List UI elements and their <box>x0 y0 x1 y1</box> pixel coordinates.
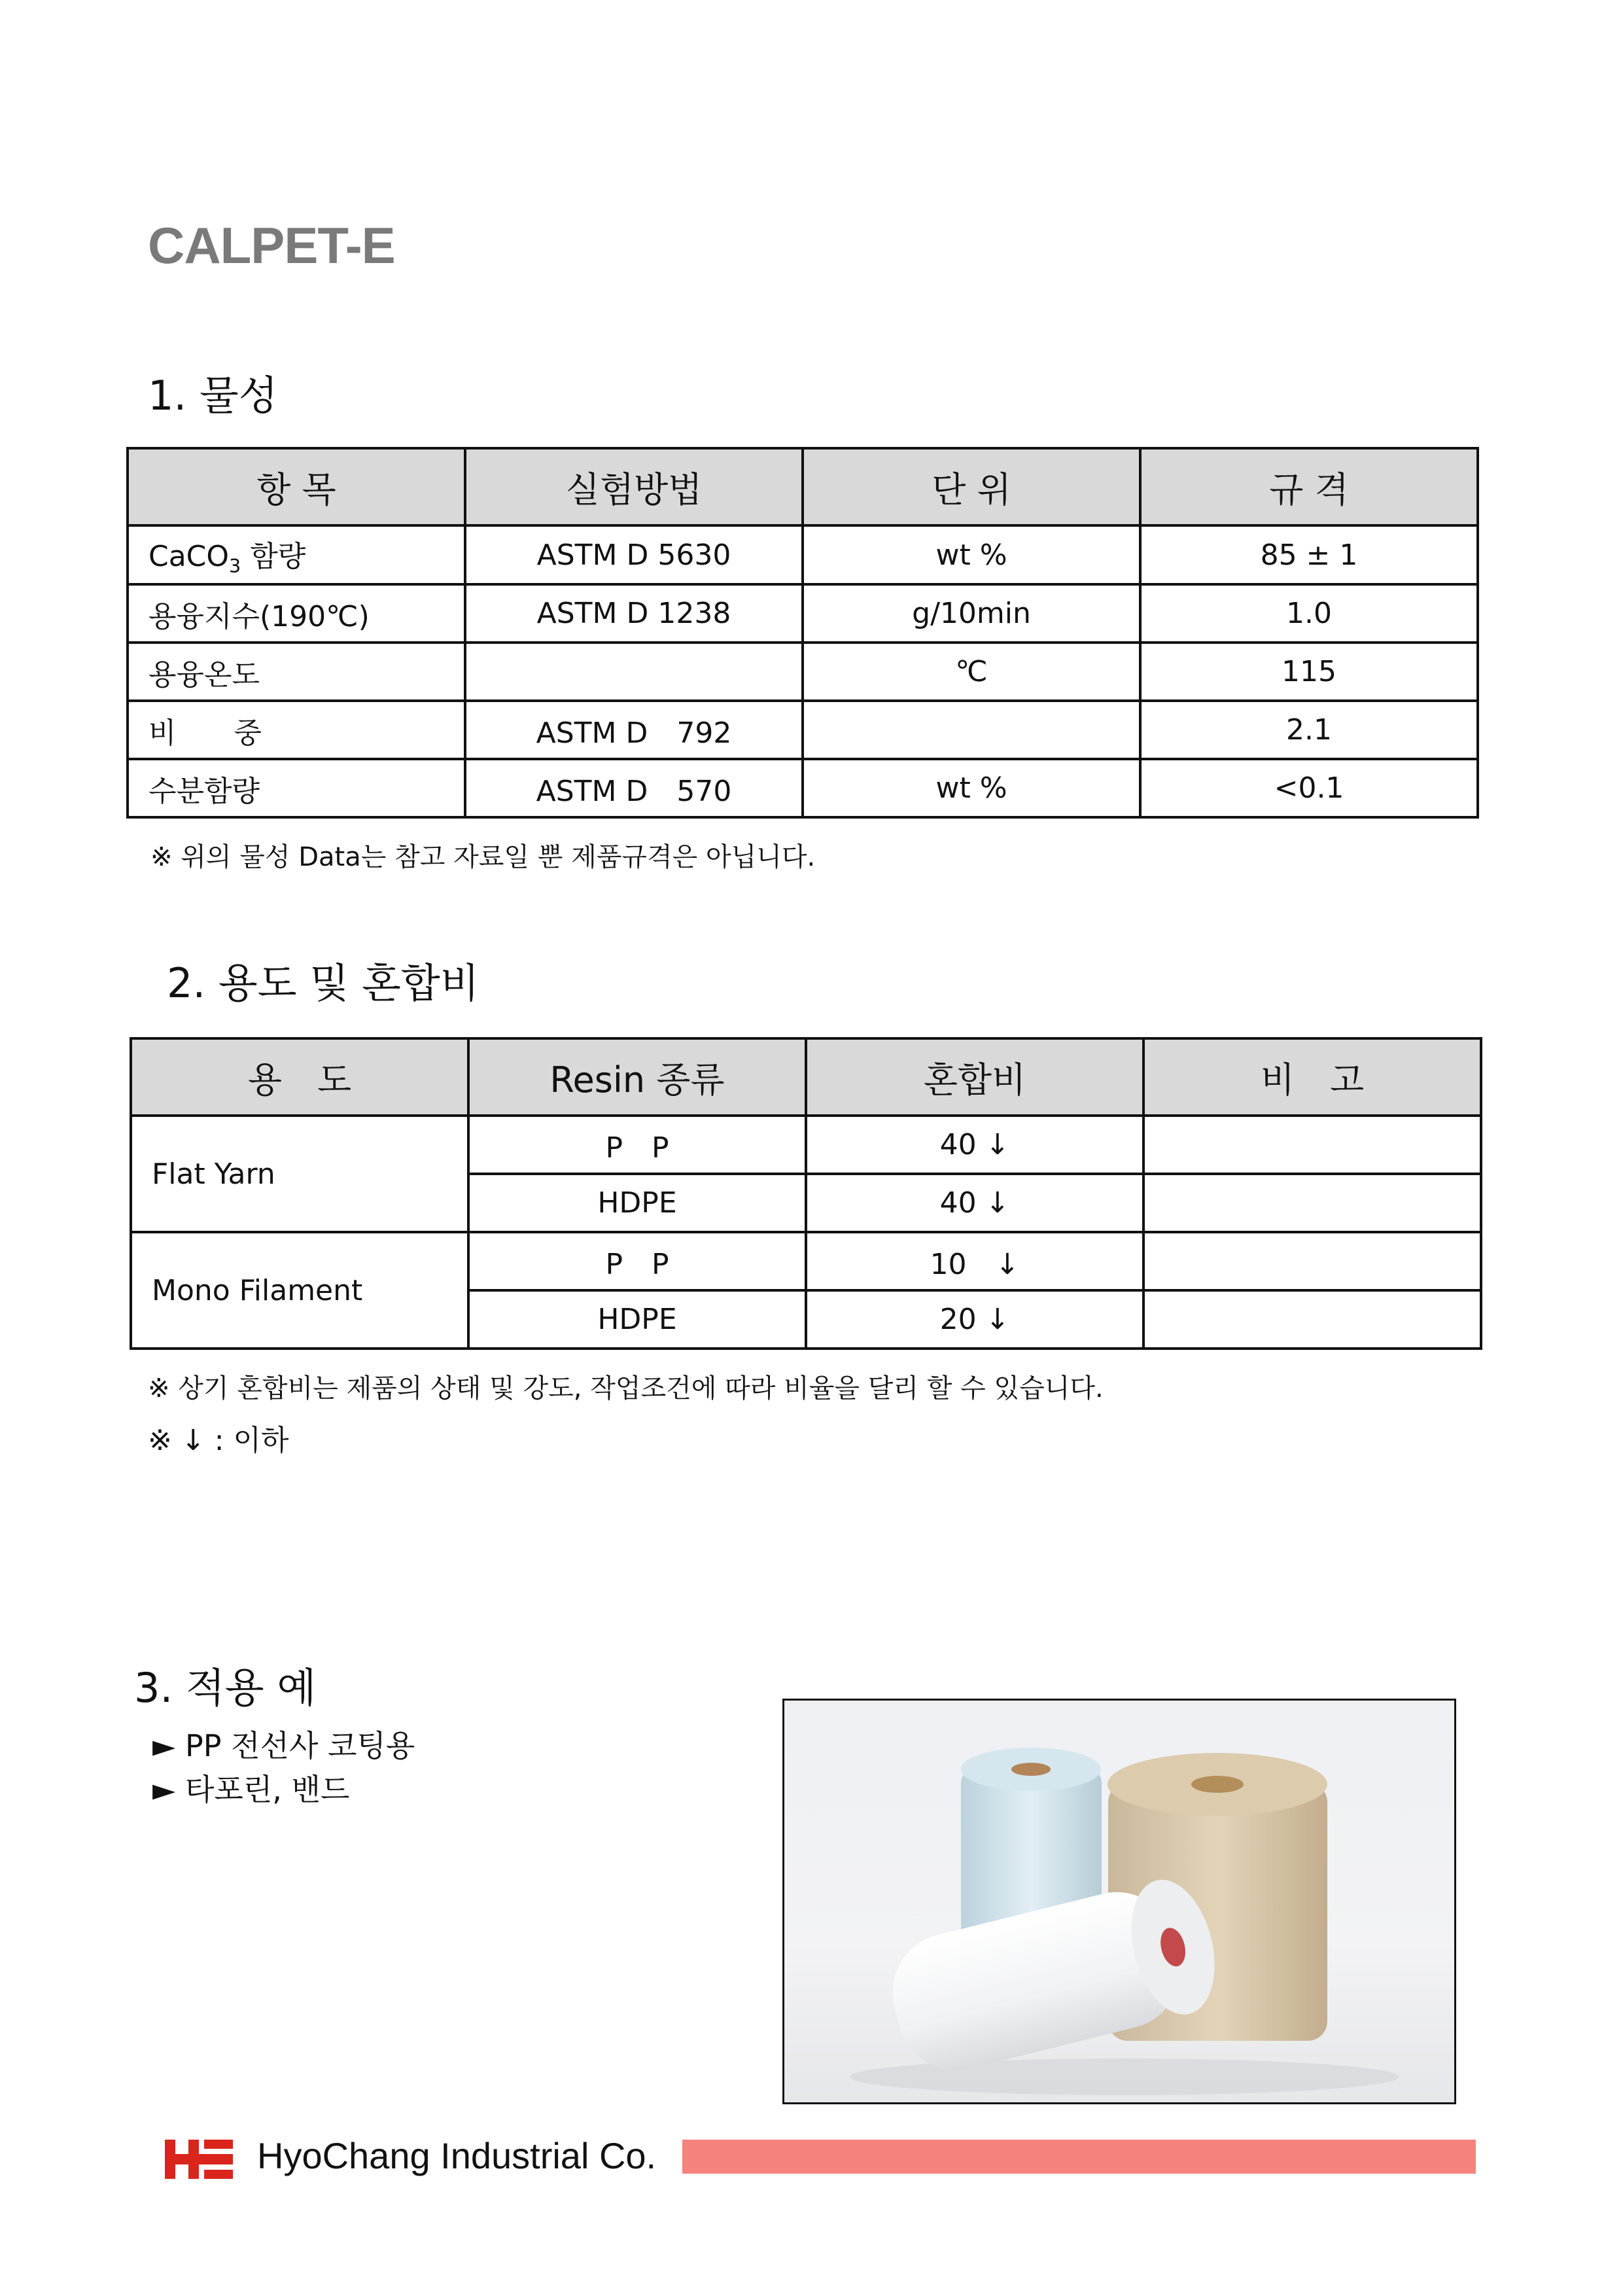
cell-spec: 85 ± 1 <box>1140 525 1478 584</box>
cell-ratio: 40 ↓ <box>806 1116 1143 1174</box>
cell-method: ASTM D 570 <box>465 759 803 817</box>
header-item: 항 목 <box>128 448 465 525</box>
cell-resin: P P <box>468 1116 806 1174</box>
cell-remark <box>1143 1116 1481 1174</box>
cell-unit: wt % <box>803 759 1140 817</box>
yarn-spools-photo-icon <box>784 1701 1456 2104</box>
table-row <box>128 584 1478 643</box>
product-title: CALPET-E <box>148 217 395 274</box>
properties-table <box>126 447 1479 819</box>
cell-spec: 1.0 <box>1140 584 1478 643</box>
cell-ratio: 20 ↓ <box>806 1290 1143 1349</box>
cell-item: 수분함량 <box>128 759 465 817</box>
table-row <box>131 1116 1481 1174</box>
table-row <box>128 643 1478 701</box>
cell-unit: ℃ <box>803 643 1140 701</box>
section1-note: ※ 위의 물성 Data는 참고 자료일 뿐 제품규격은 아닙니다. <box>150 842 816 872</box>
section2-note-ratio: ※ 상기 혼합비는 제품의 상태 및 강도, 작업조건에 따라 비율을 달리 할 수 있습니다. <box>148 1373 1104 1404</box>
cell-method <box>465 643 803 701</box>
table-row <box>128 525 1478 584</box>
cell-item: 비 중 <box>128 701 465 759</box>
table-row <box>131 1232 1481 1290</box>
cell-remark <box>1143 1232 1481 1290</box>
application-item: ► 타포린, 밴드 <box>152 1772 350 1807</box>
cell-resin: P P <box>468 1232 806 1290</box>
usage-header-row <box>131 1038 1481 1116</box>
cell-item: CaCO$_3$ 함량 <box>128 525 465 584</box>
cell-spec: 2.1 <box>1140 701 1478 759</box>
cell-method: ASTM D 5630 <box>465 525 803 584</box>
footer-bar <box>682 2140 1476 2174</box>
section3-title: 3. 적용 예 <box>134 1664 317 1712</box>
cell-spec: <0.1 <box>1140 759 1478 817</box>
header-unit: 단 위 <box>803 448 1140 525</box>
section2-note-arrow: ※ ↓ : 이하 <box>148 1424 289 1457</box>
header-spec: 규 격 <box>1140 448 1478 525</box>
section2-title: 2. 용도 및 혼합비 <box>167 959 480 1007</box>
header-method: 실험방법 <box>465 448 803 525</box>
application-item: ► PP 전선사 코팅용 <box>152 1728 415 1763</box>
header-ratio: 혼합비 <box>806 1038 1143 1116</box>
company-name: HyoChang Industrial Co. <box>257 2135 657 2176</box>
cell-resin: HDPE <box>468 1290 806 1349</box>
cell-method: ASTM D 792 <box>465 701 803 759</box>
usage-table <box>130 1037 1482 1350</box>
hc-logo-icon <box>165 2140 233 2179</box>
cell-use: Mono Filament <box>131 1232 468 1349</box>
cell-unit: wt % <box>803 525 1140 584</box>
cell-ratio: 40 ↓ <box>806 1174 1143 1232</box>
properties-header-row <box>128 448 1478 525</box>
cell-resin: HDPE <box>468 1174 806 1232</box>
section1-title: 1. 물성 <box>148 372 278 419</box>
cell-remark <box>1143 1290 1481 1349</box>
table-row <box>128 759 1478 817</box>
header-use: 용 도 <box>131 1038 468 1116</box>
header-resin: Resin 종류 <box>468 1038 806 1116</box>
cell-item: 용융온도 <box>128 643 465 701</box>
table-row <box>128 701 1478 759</box>
header-remark: 비 고 <box>1143 1038 1481 1116</box>
cell-spec: 115 <box>1140 643 1478 701</box>
cell-unit: g/10min <box>803 584 1140 643</box>
cell-item: 용융지수(190℃) <box>128 584 465 643</box>
cell-unit <box>803 701 1140 759</box>
yarn-spools-photo <box>782 1699 1456 2104</box>
cell-remark <box>1143 1174 1481 1232</box>
cell-use: Flat Yarn <box>131 1116 468 1232</box>
cell-method: ASTM D 1238 <box>465 584 803 643</box>
cell-ratio: 10 ↓ <box>806 1232 1143 1290</box>
